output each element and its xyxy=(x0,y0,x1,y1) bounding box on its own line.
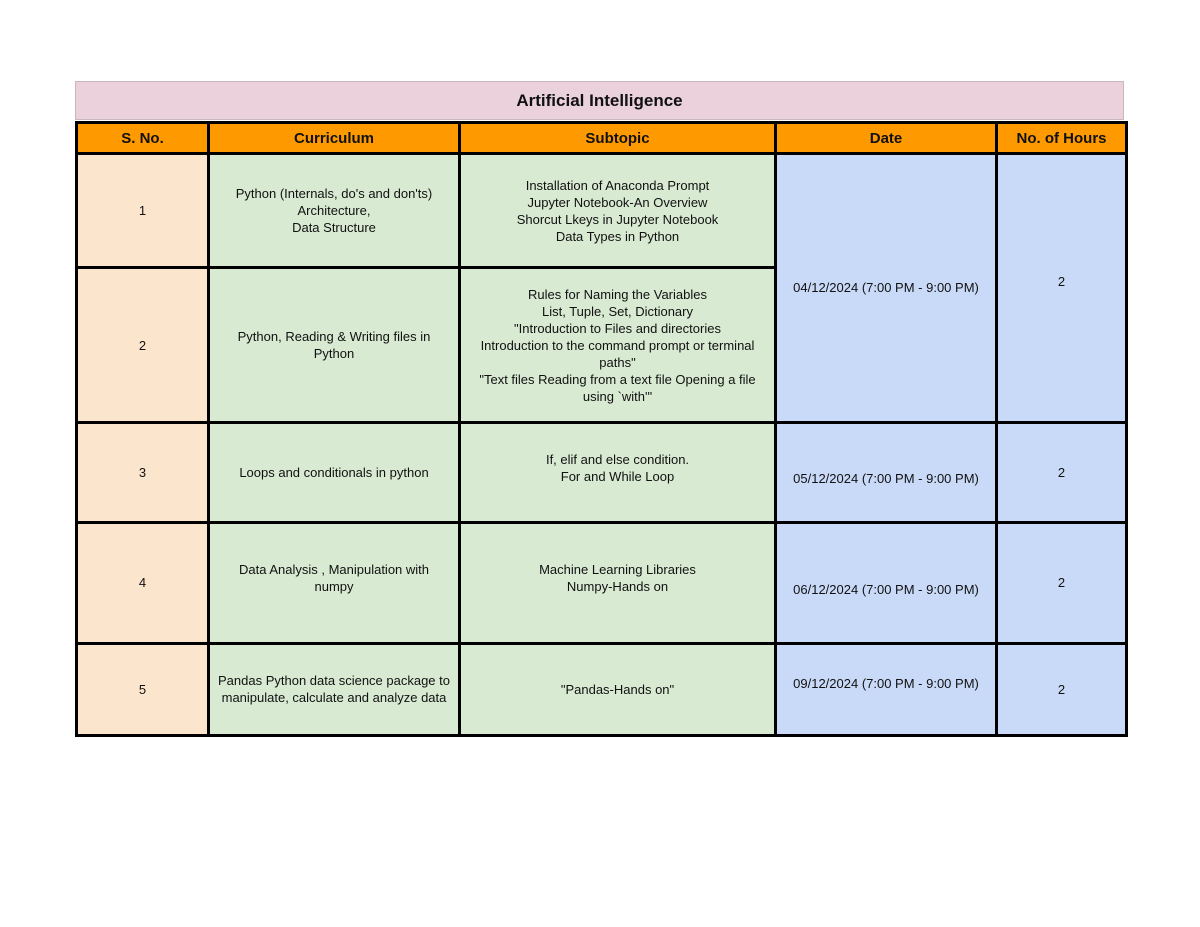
cell-subtopic: Machine Learning Libraries Numpy-Hands on xyxy=(460,523,776,643)
table-row xyxy=(77,643,1127,735)
header-hours: No. of Hours xyxy=(997,123,1127,154)
cell-subtopic: "Pandas-Hands on" xyxy=(460,643,776,735)
cell-sno: 2 xyxy=(77,268,209,423)
cell-sno: 5 xyxy=(77,643,209,735)
header-row xyxy=(77,123,1127,154)
cell-hours: 2 xyxy=(997,422,1127,522)
cell-curriculum: Pandas Python data science package to manipulate, calculate and analyze data xyxy=(209,643,460,735)
cell-date: 09/12/2024 (7:00 PM - 9:00 PM) xyxy=(776,643,997,735)
cell-curriculum: Data Analysis , Manipulation with numpy xyxy=(209,523,460,643)
cell-curriculum: Python (Internals, do's and don'ts) Architecture, Data Structure xyxy=(209,154,460,268)
sheet-title: Artificial Intelligence xyxy=(75,81,1124,120)
cell-hours: 2 xyxy=(997,523,1127,643)
header-subtopic: Subtopic xyxy=(460,123,776,154)
table-row xyxy=(77,422,1127,522)
cell-subtopic: If, elif and else condition. For and While Loop xyxy=(460,422,776,522)
cell-curriculum: Python, Reading & Writing files in Python xyxy=(209,268,460,423)
table-row xyxy=(77,523,1127,643)
table-row xyxy=(77,154,1127,268)
cell-date: 05/12/2024 (7:00 PM - 9:00 PM) xyxy=(776,422,997,522)
cell-curriculum: Loops and conditionals in python xyxy=(209,422,460,522)
cell-subtopic: Installation of Anaconda Prompt Jupyter Notebook-An Overview Shorcut Lkeys in Jupyter Notebook Data Types in Python xyxy=(460,154,776,268)
cell-hours: 2 xyxy=(997,643,1127,735)
cell-date: 06/12/2024 (7:00 PM - 9:00 PM) xyxy=(776,523,997,643)
curriculum-table xyxy=(75,121,1128,737)
cell-sno: 3 xyxy=(77,422,209,522)
cell-subtopic: Rules for Naming the Variables List, Tuple, Set, Dictionary "Introduction to Files and directories Introduction to the command prompt or terminal paths" "Text files Reading from a text file Opening a file using `with'" xyxy=(460,268,776,423)
cell-sno: 1 xyxy=(77,154,209,268)
header-date: Date xyxy=(776,123,997,154)
cell-hours: 2 xyxy=(997,154,1127,423)
header-curriculum: Curriculum xyxy=(209,123,460,154)
cell-date: 04/12/2024 (7:00 PM - 9:00 PM) xyxy=(776,154,997,423)
cell-sno: 4 xyxy=(77,523,209,643)
header-sno: S. No. xyxy=(77,123,209,154)
